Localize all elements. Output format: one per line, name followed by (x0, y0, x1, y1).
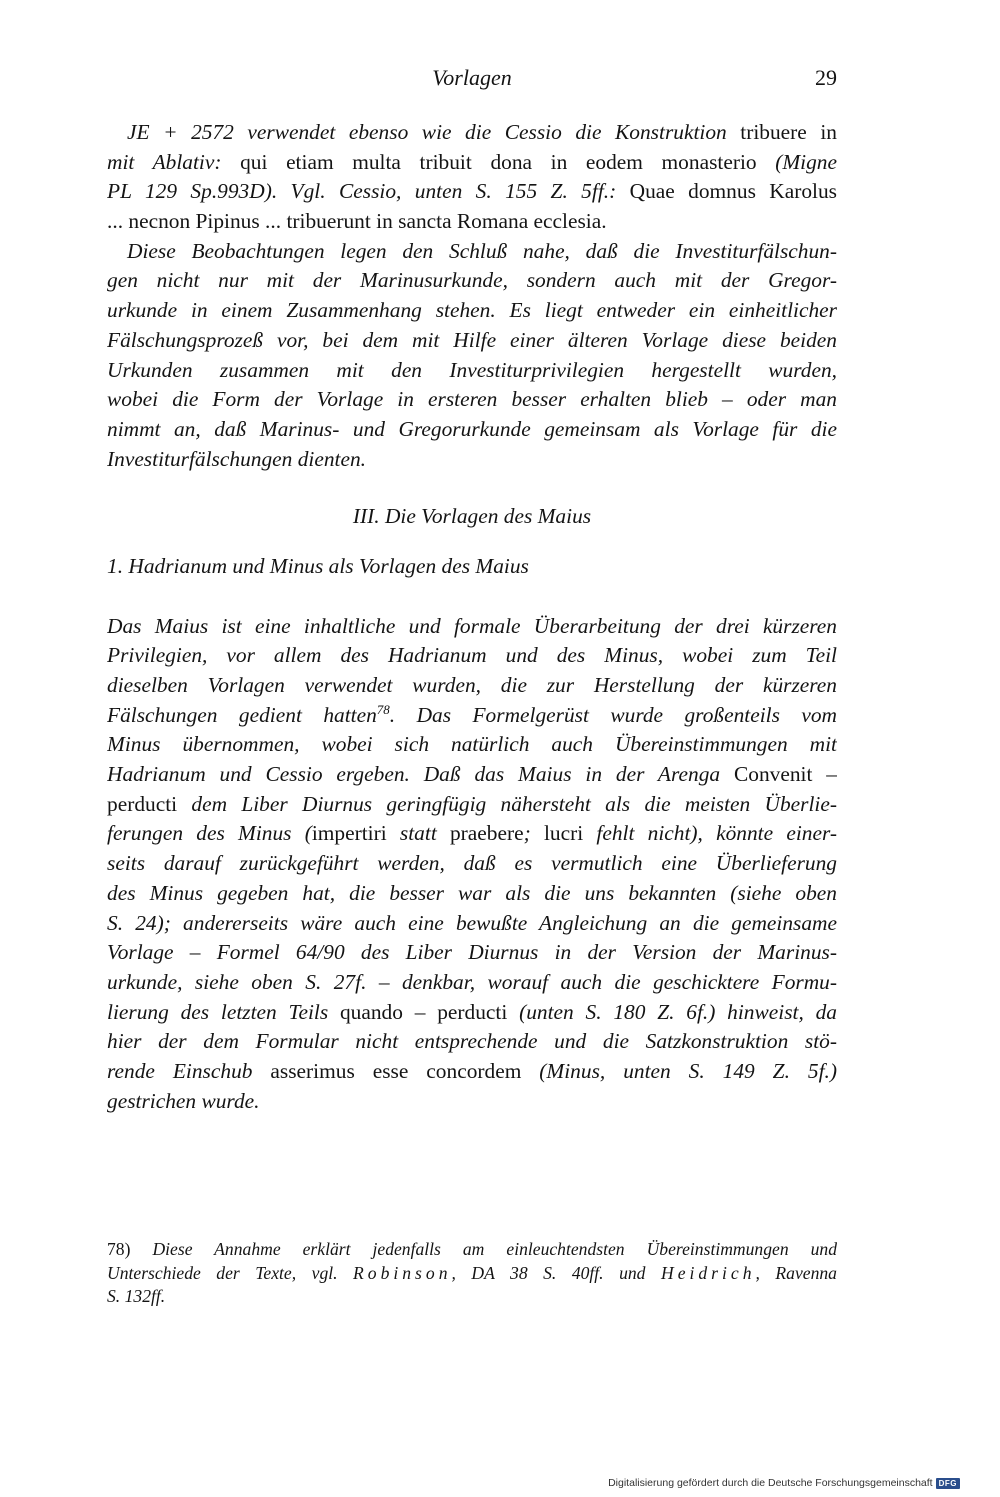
footnote-78 (107, 1238, 837, 1309)
running-head-title: Vorlagen (432, 65, 512, 90)
paragraph-2-line: Diese Beobachtungen legen den Schluß nahe, daß die Investiturfälschun- (127, 238, 837, 263)
paragraph-3-line: Minus übernommen, wobei sich natürlich auch Übereinstimmungen mit (107, 732, 837, 757)
paragraph-3-line: seits darauf zurückgeführt werden, daß es vermutlich eine Überlieferung (107, 851, 837, 876)
paragraph-3-line: Privilegien, vor allem des Hadrianum und des Minus, wobei zum Teil (107, 643, 837, 668)
paragraph-3-line: perducti dem Liber Diurnus geringfügig nähersteht als die meisten Überlie- (107, 791, 837, 816)
spacer (107, 532, 837, 552)
paragraph-3-line: dieselben Vorlagen verwendet wurden, die zur Herstellung der kürzeren (107, 673, 837, 697)
paragraph-2-line: wobei die Form der Vorlage in ersteren besser erhalten blieb – oder man (107, 387, 837, 412)
paragraph-3-line: ferungen des Minus (impertiri statt praebere; lucri fehlt nicht), könnte einer- (107, 821, 837, 846)
paragraph-3-line: S. 24); andererseits wäre auch eine bewußte Angleichung an die gemeinsame (107, 910, 837, 935)
credit-text: Digitalisierung gefördert durch die Deutsche Forschungsgemeinschaft (608, 1477, 933, 1489)
author-name: Heidrich (660, 1262, 756, 1283)
footnote-line: 78) Diese Annahme erklärt jedenfalls am einleuchtendsten Übereinstimmungen und (107, 1239, 837, 1259)
paragraph-2-line: urkunde in einem Zusammenhang stehen. Es liegt entweder ein einheitlicher (107, 298, 837, 323)
author-name: Robinson (353, 1262, 452, 1283)
section-heading: III. Die Vorlagen des Maius (352, 504, 592, 529)
digitization-credit (608, 1477, 960, 1489)
paragraph-3-line: urkunde, siehe oben S. 27f. – denkbar, worauf auch die geschicktere Formu- (107, 969, 837, 994)
page-number: 29 (815, 65, 837, 90)
paragraph-3-line: lierung des letzten Teils quando – perducti (unten S. 180 Z. 6f.) hinweist, da (107, 999, 837, 1024)
spacer (107, 474, 837, 502)
paragraph-3-line: Das Maius ist eine inhaltliche und formale Überarbeitung der drei kürzeren (107, 613, 837, 638)
paragraph-2-line: Fälschungsprozeß vor, bei dem mit Hilfe einer älteren Vorlage diese beiden (107, 327, 837, 352)
paragraph-2-line: nimmt an, daß Marinus- und Gregorurkunde gemeinsam als Vorlage für die (107, 416, 837, 441)
paragraph-3-line: Hadrianum und Cessio ergeben. Daß das Maius in der Arenga Convenit – (107, 762, 837, 787)
paragraph-1-line: JE + 2572 verwendet ebenso wie die Cessio die Konstruktion tribuere in (127, 120, 837, 144)
paragraph-1-line: mit Ablativ: qui etiam multa tribuit dona in eodem monasterio (Migne (107, 149, 837, 174)
footnote-reference[interactable]: 78 (376, 701, 390, 717)
paragraph-3-line: gestrichen wurde. (107, 1088, 260, 1113)
paragraph-1-line: ... necnon Pipinus ... tribuerunt in sancta Romana ecclesia. (107, 209, 607, 234)
paragraph-3-line: rende Einschub asserimus esse concordem (Minus, unten S. 149 Z. 5f.) (107, 1058, 837, 1083)
body-text (107, 118, 837, 1116)
paragraph-1-line: PL 129 Sp.993D). Vgl. Cessio, unten S. 155 Z. 5ff.: Quae domnus Karolus (107, 179, 837, 204)
paragraph-3-line: Fälschungen gedient hatten$^{78}$. Das Formelgerüst wurde großenteils vom (107, 701, 837, 727)
spacer (107, 582, 837, 612)
paragraph-2-line: Investiturfälschungen dienten. (107, 446, 367, 471)
footnote-number: 78) (107, 1239, 131, 1259)
footnote-line: S. 132ff. (107, 1286, 166, 1306)
paragraph-3-line: des Minus gegeben hat, die besser war als die uns bekannten (siehe oben (107, 880, 837, 905)
subsection-heading: 1. Hadrianum und Minus als Vorlagen des Maius (107, 553, 529, 578)
running-head (107, 63, 837, 93)
paragraph-3-line: Vorlage – Formel 64/90 des Liber Diurnus in der Version der Marinus- (107, 940, 837, 965)
footnote-line: Unterschiede der Texte, vgl. Robinson, DA 38 S. 40ff. und Heidrich, Ravenna (107, 1262, 837, 1283)
paragraph-2-line: gen nicht nur mit der Marinusurkunde, sondern auch mit der Gregor- (107, 268, 837, 293)
paragraph-2-line: Urkunden zusammen mit den Investiturprivilegien hergestellt wurden, (107, 357, 837, 382)
dfg-logo-icon: DFG (936, 1478, 960, 1489)
paragraph-3-line: hier der dem Formular nicht entsprechende und die Satzkonstruktion stö- (107, 1029, 837, 1054)
